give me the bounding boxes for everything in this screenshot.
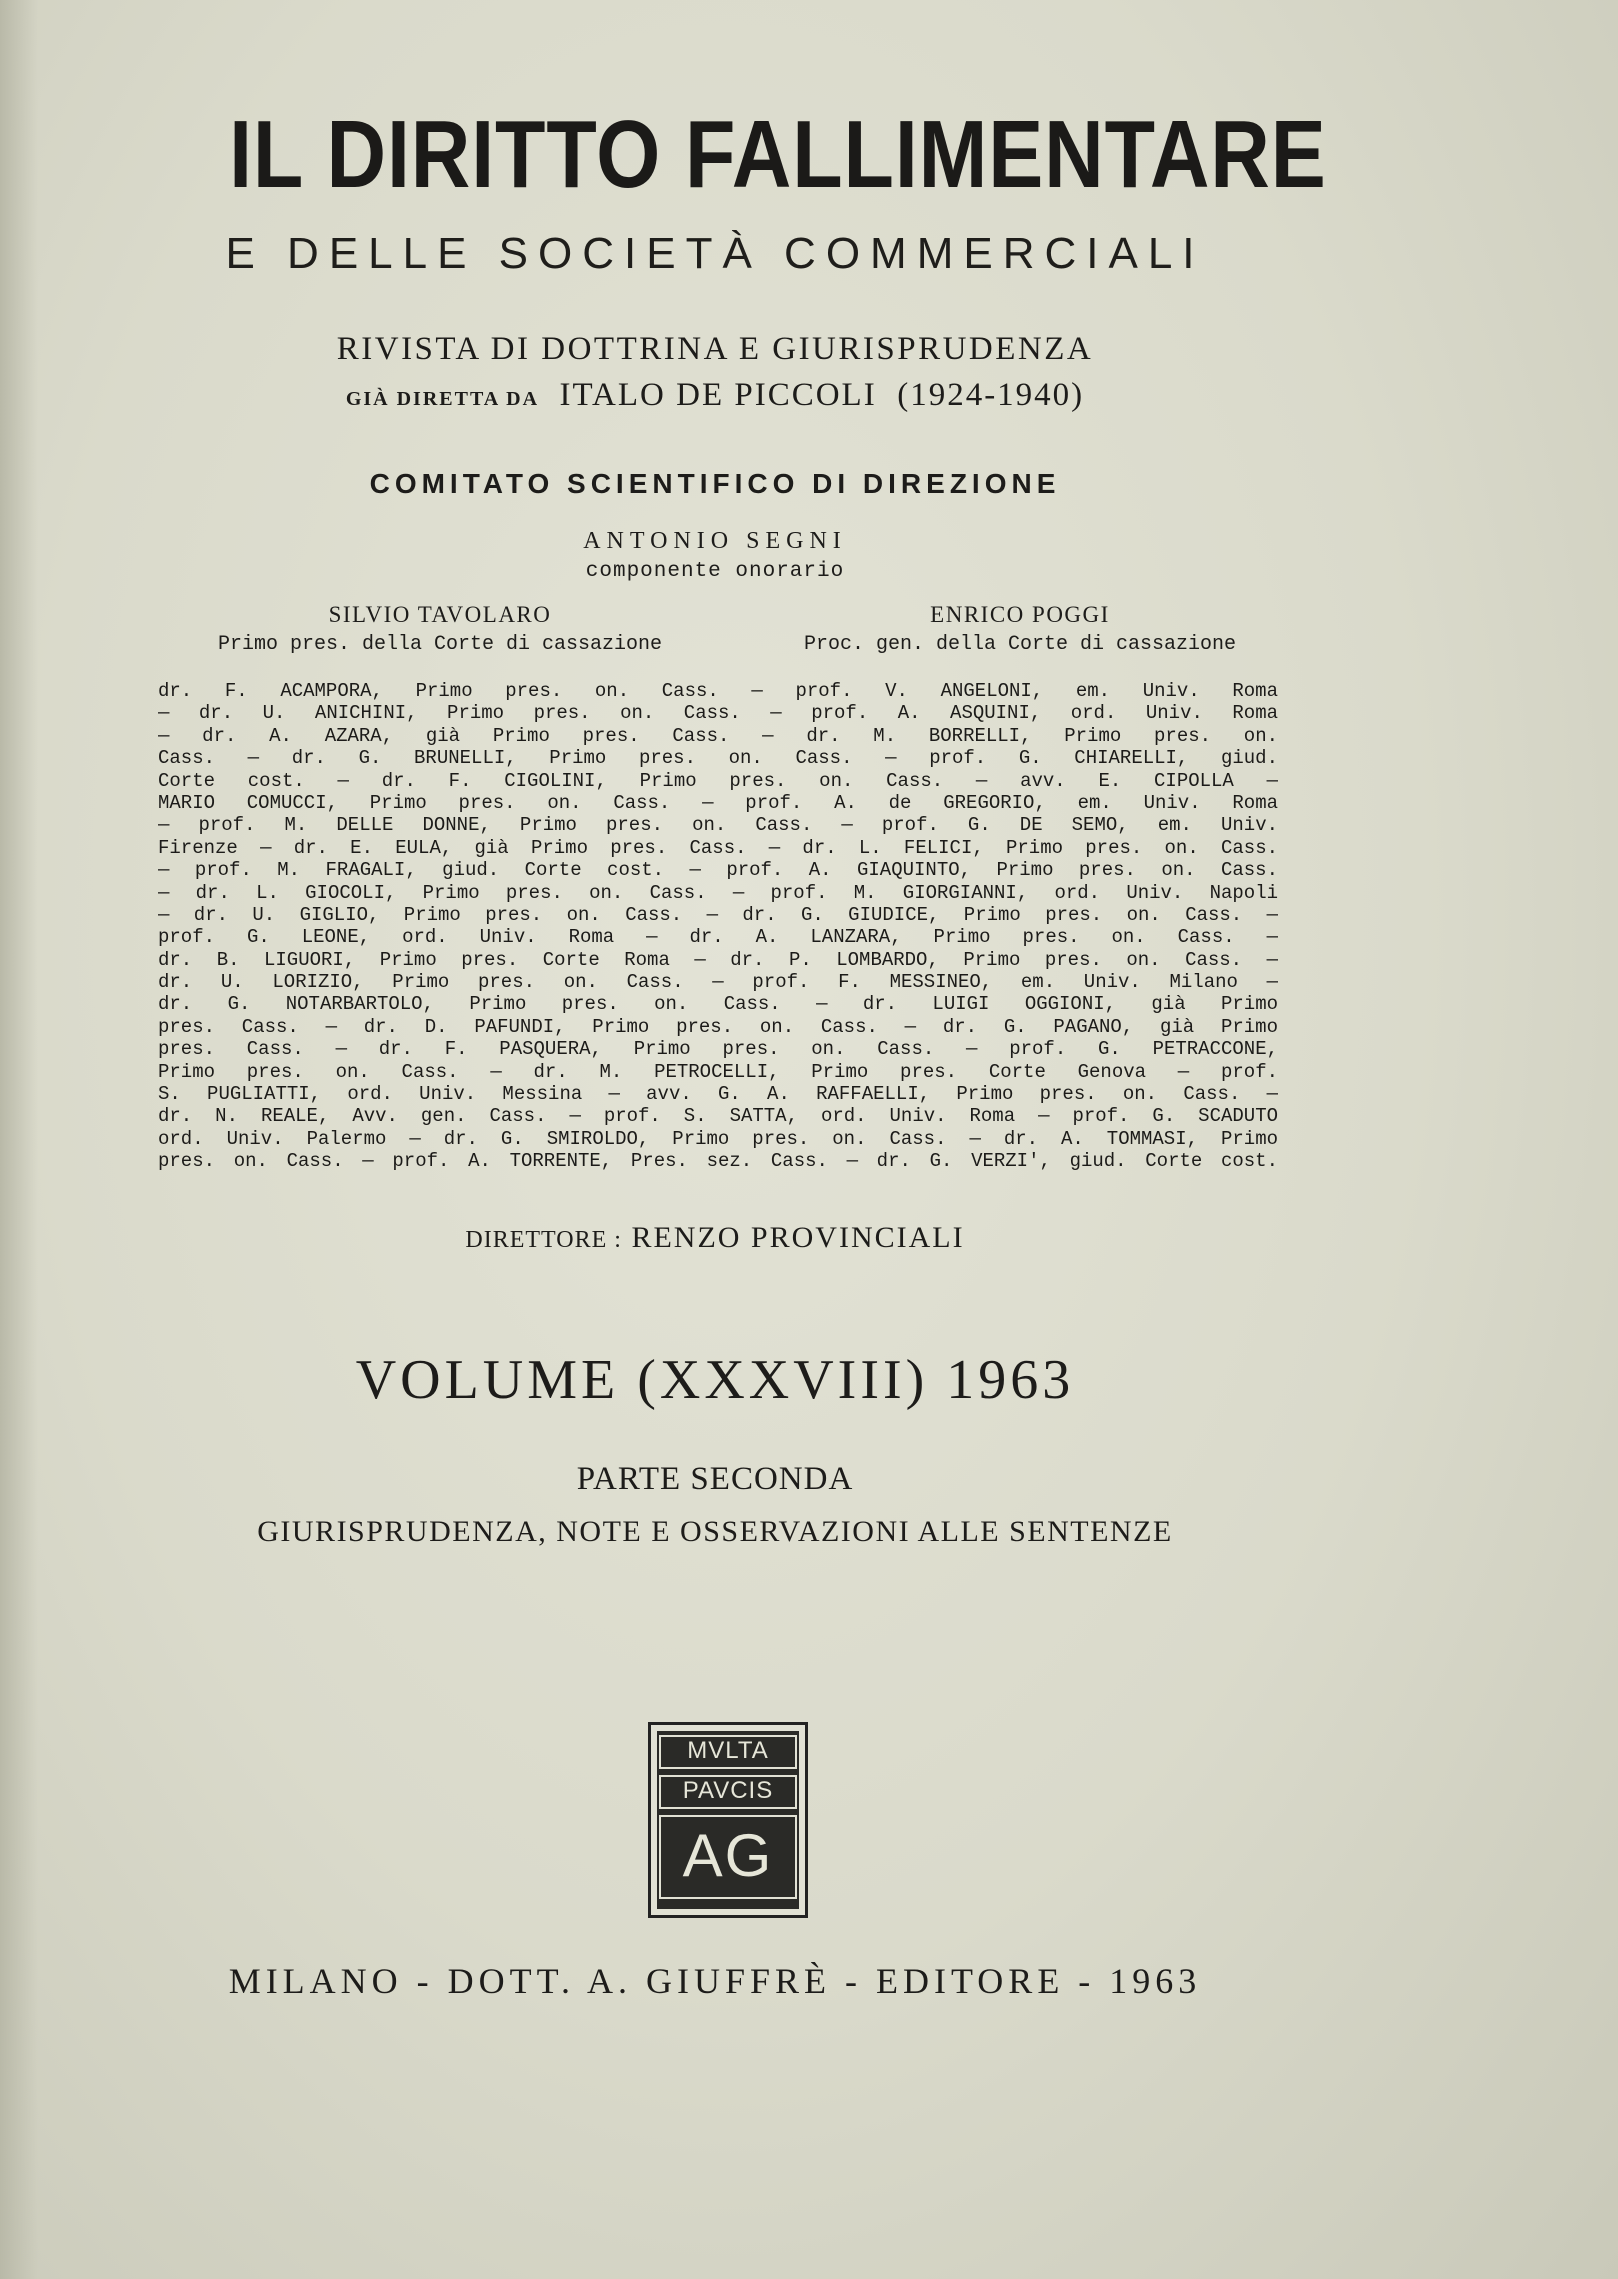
committee-list-line: — prof. M. DELLE DONNE, Primo pres. on. Cass. — prof. G. DE SEMO, em. Univ. (158, 814, 1278, 837)
journal-tagline: RIVISTA DI DOTTRINA E GIURISPRUDENZA (336, 331, 1094, 367)
journal-title: IL DIRITTO FALLIMENTARE (229, 101, 1327, 208)
committee-list-line: dr. N. REALE, Avv. gen. Cass. — prof. S. SATTA, ord. Univ. Roma — prof. G. SCADUTO (158, 1105, 1278, 1128)
committee-list-line: — prof. M. FRAGALI, giud. Corte cost. — prof. A. GIAQUINTO, Primo pres. on. Cass. (158, 859, 1278, 882)
committee-list-line: Cass. — dr. G. BRUNELLI, Primo pres. on. Cass. — prof. G. CHIARELLI, giud. (158, 747, 1278, 770)
committee-list-line: — dr. A. AZARA, già Primo pres. Cass. — dr. M. BORRELLI, Primo pres. on. (158, 724, 1278, 747)
committee-list-line: dr. G. NOTARBARTOLO, Primo pres. on. Cass. — dr. LUIGI OGGIONI, già Primo (158, 993, 1278, 1016)
committee-list-line: ord. Univ. Palermo — dr. G. SMIROLDO, Primo pres. on. Cass. — dr. A. TOMMASI, Primo (158, 1127, 1278, 1150)
member-role: Proc. gen. della Corte di cassazione (803, 633, 1237, 656)
honorary-member-role: componente onorario (585, 560, 845, 583)
committee-list-line: pres. Cass. — dr. F. PASQUERA, Primo pres. on. Cass. — prof. G. PETRACCONE, (158, 1038, 1278, 1061)
part-title: PARTE SECONDA (576, 1461, 854, 1497)
committee-list-line: dr. F. ACAMPORA, Primo pres. on. Cass. — prof. V. ANGELONI, em. Univ. Roma (158, 680, 1278, 702)
volume-title: VOLUME (XXXVIII) 1963 (355, 1349, 1075, 1411)
committee-list-line: dr. B. LIGUORI, Primo pres. Corte Roma — dr. P. LOMBARDO, Primo pres. on. Cass. — (158, 948, 1278, 971)
founder-line (150, 375, 1280, 419)
committee-heading: COMITATO SCIENTIFICO DI DIREZIONE (369, 468, 1061, 499)
committee-list-line: dr. U. LORIZIO, Primo pres. on. Cass. — prof. F. MESSINEO, em. Univ. Milano — (158, 971, 1278, 994)
founder-name: ITALO DE PICCOLI (559, 377, 877, 413)
publisher-logo (648, 1722, 808, 1918)
committee-list-line: prof. G. LEONE, ord. Univ. Roma — dr. A. LANZARA, Primo pres. on. Cass. — (158, 926, 1278, 949)
director-line (150, 1218, 1280, 1260)
journal-subtitle: E DELLE SOCIETÀ COMMERCIALI (225, 229, 1205, 278)
logo-motto-line-2: PAVCIS (659, 1775, 797, 1809)
committee-list-line: Firenze — dr. E. EULA, già Primo pres. Cass. — dr. L. FELICI, Primo pres. on. Cass. (158, 836, 1278, 859)
logo-motto-line-1: MVLTA (659, 1735, 797, 1769)
member-role: Primo pres. della Corte di cassazione (217, 633, 663, 656)
director-label: DIRETTORE : (465, 1227, 622, 1253)
publisher-imprint: MILANO - DOTT. A. GIUFFRÈ - EDITORE - 1963 (228, 1961, 1202, 2001)
committee-list-line: pres. on. Cass. — prof. A. TORRENTE, Pres. sez. Cass. — dr. G. VERZI', giud. Corte cost. (158, 1150, 1278, 1173)
logo-monogram: AG (659, 1815, 797, 1899)
committee-list-line: S. PUGLIATTI, ord. Univ. Messina — avv. G. A. RAFFAELLI, Primo pres. on. Cass. — (158, 1083, 1278, 1106)
committee-list-line: MARIO COMUCCI, Primo pres. on. Cass. — prof. A. de GREGORIO, em. Univ. Roma (158, 791, 1278, 814)
honorary-member-name: ANTONIO SEGNI (583, 528, 847, 554)
founder-prefix: GIÀ DIRETTA DA (345, 388, 540, 410)
committee-list-line: — dr. L. GIOCOLI, Primo pres. on. Cass. — prof. M. GIORGIANNI, ord. Univ. Napoli (158, 881, 1278, 904)
director-name: RENZO PROVINCIALI (631, 1221, 965, 1254)
committee-list-line: — dr. U. GIGLIO, Primo pres. on. Cass. — dr. G. GIUDICE, Primo pres. on. Cass. — (158, 903, 1278, 926)
committee-list-line: — dr. U. ANICHINI, Primo pres. on. Cass. — prof. A. ASQUINI, ord. Univ. Roma (158, 702, 1278, 725)
committee-member-right (790, 600, 1250, 660)
member-name: SILVIO TAVOLARO (328, 602, 552, 627)
committee-list-line: Corte cost. — dr. F. CIGOLINI, Primo pres. on. Cass. — avv. E. CIPOLLA — (158, 769, 1278, 792)
committee-list (158, 680, 1278, 1173)
member-name: ENRICO POGGI (930, 602, 1110, 627)
founder-years: (1924-1940) (897, 377, 1085, 413)
spine-shadow (0, 0, 38, 2279)
committee-list-line: Primo pres. on. Cass. — dr. M. PETROCELLI, Primo pres. Corte Genova — prof. (158, 1060, 1278, 1083)
part-subtitle: GIURISPRUDENZA, NOTE E OSSERVAZIONI ALLE SENTENZE (257, 1515, 1173, 1548)
committee-list-line: pres. Cass. — dr. D. PAFUNDI, Primo pres. on. Cass. — dr. G. PAGANO, già Primo (158, 1015, 1278, 1038)
committee-member-left (200, 600, 680, 660)
